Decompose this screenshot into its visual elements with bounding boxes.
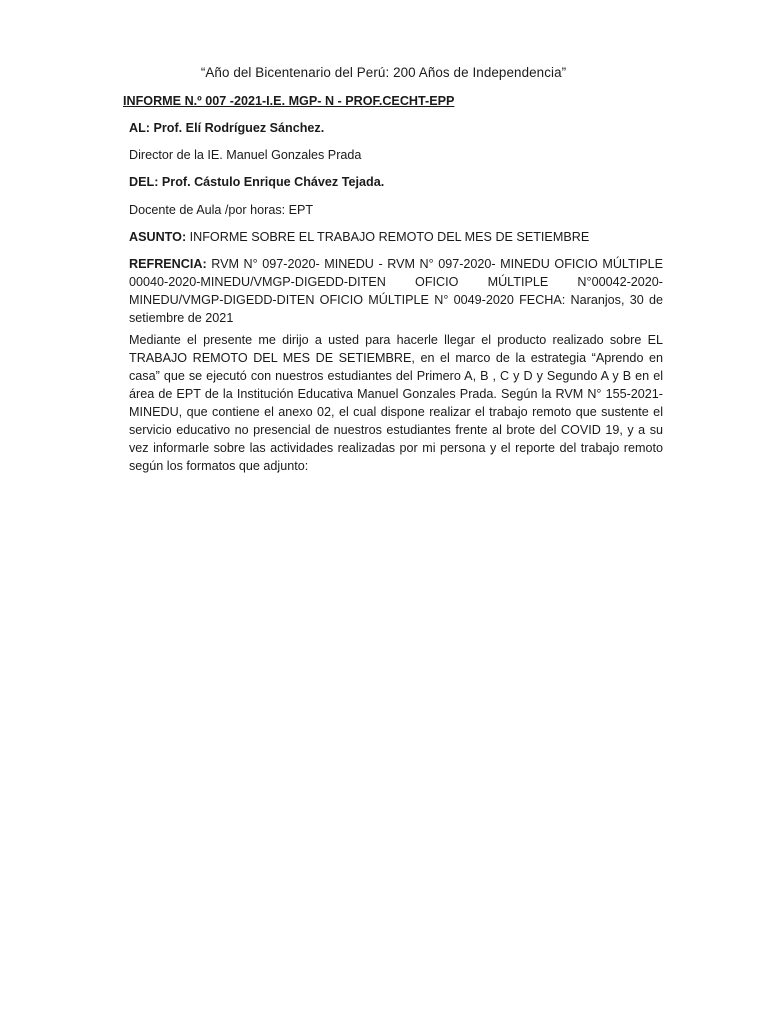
subject-text: INFORME SOBRE EL TRABAJO REMOTO DEL MES DE SETIEMBRE — [186, 230, 590, 244]
sender-name: Prof. Cástulo Enrique Chávez Tejada. — [158, 175, 385, 189]
sender-line — [129, 173, 663, 191]
reference-text: RVM N° 097-2020- MINEDU - RVM N° 097-2020- MINEDU OFICIO MÚLTIPLE 00040-2020-MINEDU/VMGP-DIGEDD-DITEN OFICIO MÚLTIPLE N°00042-2020-MINEDU/VMGP-DIGEDD-DITEN OFICIO MÚLTIPLE N° 0049-2020 FECHA: Naranjos, 30 de setiembre de 2021 — [129, 257, 663, 325]
report-number: INFORME N.º 007 -2021-I.E. MGP- N - PROF.CECHT-EPP — [123, 94, 455, 108]
document-motto — [0, 64, 768, 82]
motto-text: “Año del Bicentenario del Perú: 200 Años de Independencia” — [200, 65, 567, 80]
sender-role: Docente de Aula /por horas: EPT — [129, 203, 314, 217]
recipient-name: Prof. Elí Rodríguez Sánchez. — [149, 121, 325, 135]
recipient-label: AL: — [129, 121, 150, 135]
subject-line — [129, 228, 663, 246]
reference-label: REFRENCIA: — [129, 257, 207, 271]
recipient-role: Director de la IE. Manuel Gonzales Prada — [129, 148, 362, 162]
body-paragraph: Mediante el presente me dirijo a usted para hacerle llegar el producto realizado sobre EL TRABAJO REMOTO DEL MES DE SETIEMBRE, en el marco de la estrategia “Aprendo en casa” que se ejecutó con nuestros estudiantes del Primero A, B , C y D y Segundo A y B en el área de EPT de la Institución Educativa Manuel Gonzales Prada. Según la RVM N° 155-2021-MINEDU, que contiene el anexo 02, el cual dispone realizar el trabajo remoto que sustente el servicio educativo no presencial de nuestros estudiantes frente al brote del COVID 19, y a su vez informarle sobre las actividades realizadas por mi persona y el reporte del trabajo remoto según los formatos que adjunto: — [129, 333, 663, 473]
subject-label: ASUNTO: — [129, 230, 187, 244]
sender-label: DEL: — [129, 175, 159, 189]
reference-paragraph — [129, 255, 663, 327]
recipient-line — [129, 119, 663, 137]
